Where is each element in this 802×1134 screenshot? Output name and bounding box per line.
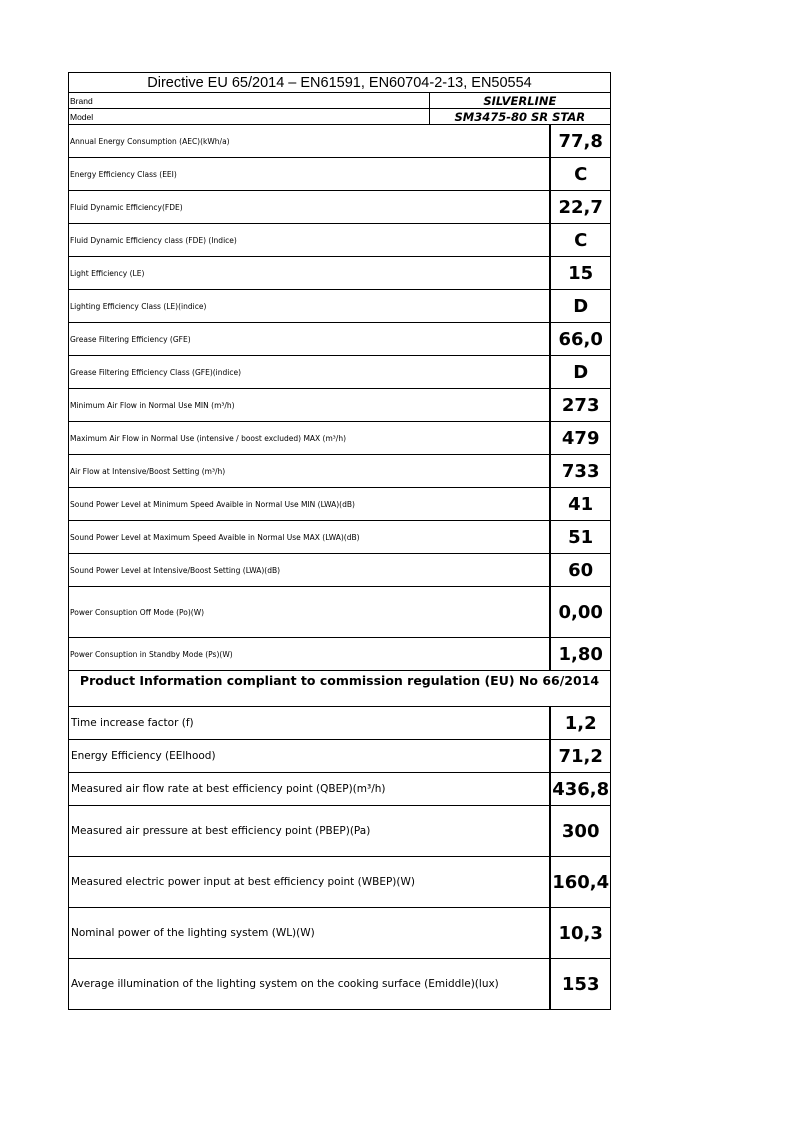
row-label: Air Flow at Intensive/Boost Setting (m³/h) <box>69 455 551 488</box>
table-row <box>69 959 611 1010</box>
row-label: Fluid Dynamic Efficiency class (FDE) (Indice) <box>69 224 551 257</box>
table-row <box>69 125 611 158</box>
table-row <box>69 158 611 191</box>
table-row <box>69 422 611 455</box>
brand-row <box>69 93 611 109</box>
row-label: Time increase factor (f) <box>69 707 551 740</box>
row-value: D <box>550 290 610 323</box>
energy-label-sheet <box>68 72 611 1010</box>
row-value: 300 <box>550 806 610 857</box>
row-value: 77,8 <box>550 125 610 158</box>
model-value: SM3475-80 SR STAR <box>429 109 610 125</box>
table-row <box>69 740 611 773</box>
table-row <box>69 857 611 908</box>
row-value: C <box>550 224 610 257</box>
table-row <box>69 323 611 356</box>
table-row <box>69 389 611 422</box>
row-label: Measured air pressure at best efficiency point (PBEP)(Pa) <box>69 806 551 857</box>
row-label: Energy Efficiency Class (EEI) <box>69 158 551 191</box>
row-value: C <box>550 158 610 191</box>
row-value: 1,80 <box>550 638 610 671</box>
row-label: Light Efficiency (LE) <box>69 257 551 290</box>
row-value: 1,2 <box>550 707 610 740</box>
table-row <box>69 257 611 290</box>
brand-value: SILVERLINE <box>429 93 610 109</box>
table-row <box>69 191 611 224</box>
row-value: 733 <box>550 455 610 488</box>
directive-header-row <box>69 73 611 93</box>
row-label: Minimum Air Flow in Normal Use MIN (m³/h) <box>69 389 551 422</box>
row-label: Measured air flow rate at best efficiency point (QBEP)(m³/h) <box>69 773 551 806</box>
row-label: Sound Power Level at Maximum Speed Avaible in Normal Use MAX (LWA)(dB) <box>69 521 551 554</box>
row-label: Grease Filtering Efficiency (GFE) <box>69 323 551 356</box>
row-label: Grease Filtering Efficiency Class (GFE)(indice) <box>69 356 551 389</box>
row-label: Maximum Air Flow in Normal Use (intensive / boost excluded) MAX (m³/h) <box>69 422 551 455</box>
model-row <box>69 109 611 125</box>
row-value: 41 <box>550 488 610 521</box>
table-row <box>69 356 611 389</box>
row-label: Sound Power Level at Intensive/Boost Setting (LWA)(dB) <box>69 554 551 587</box>
table-row <box>69 773 611 806</box>
row-value: 273 <box>550 389 610 422</box>
table-row <box>69 290 611 323</box>
row-value: 10,3 <box>550 908 610 959</box>
table-row <box>69 806 611 857</box>
row-label: Energy Efficiency (EElhood) <box>69 740 551 773</box>
table-row <box>69 488 611 521</box>
table-row <box>69 554 611 587</box>
row-value: 0,00 <box>550 587 610 638</box>
row-label: Fluid Dynamic Efficiency(FDE) <box>69 191 551 224</box>
table-row <box>69 707 611 740</box>
row-label: Sound Power Level at Minimum Speed Avaible in Normal Use MIN (LWA)(dB) <box>69 488 551 521</box>
row-value: 153 <box>550 959 610 1010</box>
product-data-table <box>68 72 611 1010</box>
table-row <box>69 638 611 671</box>
row-label: Nominal power of the lighting system (WL)(W) <box>69 908 551 959</box>
row-label: Annual Energy Consumption (AEC)(kWh/a) <box>69 125 551 158</box>
table-row <box>69 587 611 638</box>
row-value: 22,7 <box>550 191 610 224</box>
row-value: 160,4 <box>550 857 610 908</box>
section-title: Product Information compliant to commission regulation (EU) No 66/2014 <box>69 671 611 707</box>
row-value: 71,2 <box>550 740 610 773</box>
row-label: Power Consuption in Standby Mode (Ps)(W) <box>69 638 551 671</box>
directive-title: Directive EU 65/2014 – EN61591, EN60704-2-13, EN50554 <box>69 73 611 93</box>
row-value: D <box>550 356 610 389</box>
row-value: 15 <box>550 257 610 290</box>
row-value: 479 <box>550 422 610 455</box>
row-label: Average illumination of the lighting system on the cooking surface (Emiddle)(lux) <box>69 959 551 1010</box>
table-row <box>69 455 611 488</box>
row-label: Lighting Efficiency Class (LE)(indice) <box>69 290 551 323</box>
row-value: 436,8 <box>550 773 610 806</box>
table-row <box>69 908 611 959</box>
brand-label: Brand <box>69 93 430 109</box>
table-row <box>69 521 611 554</box>
row-value: 51 <box>550 521 610 554</box>
section-header-row <box>69 671 611 707</box>
row-label: Power Consuption Off Mode (Po)(W) <box>69 587 551 638</box>
row-value: 60 <box>550 554 610 587</box>
row-label: Measured electric power input at best efficiency point (WBEP)(W) <box>69 857 551 908</box>
row-value: 66,0 <box>550 323 610 356</box>
model-label: Model <box>69 109 430 125</box>
table-row <box>69 224 611 257</box>
